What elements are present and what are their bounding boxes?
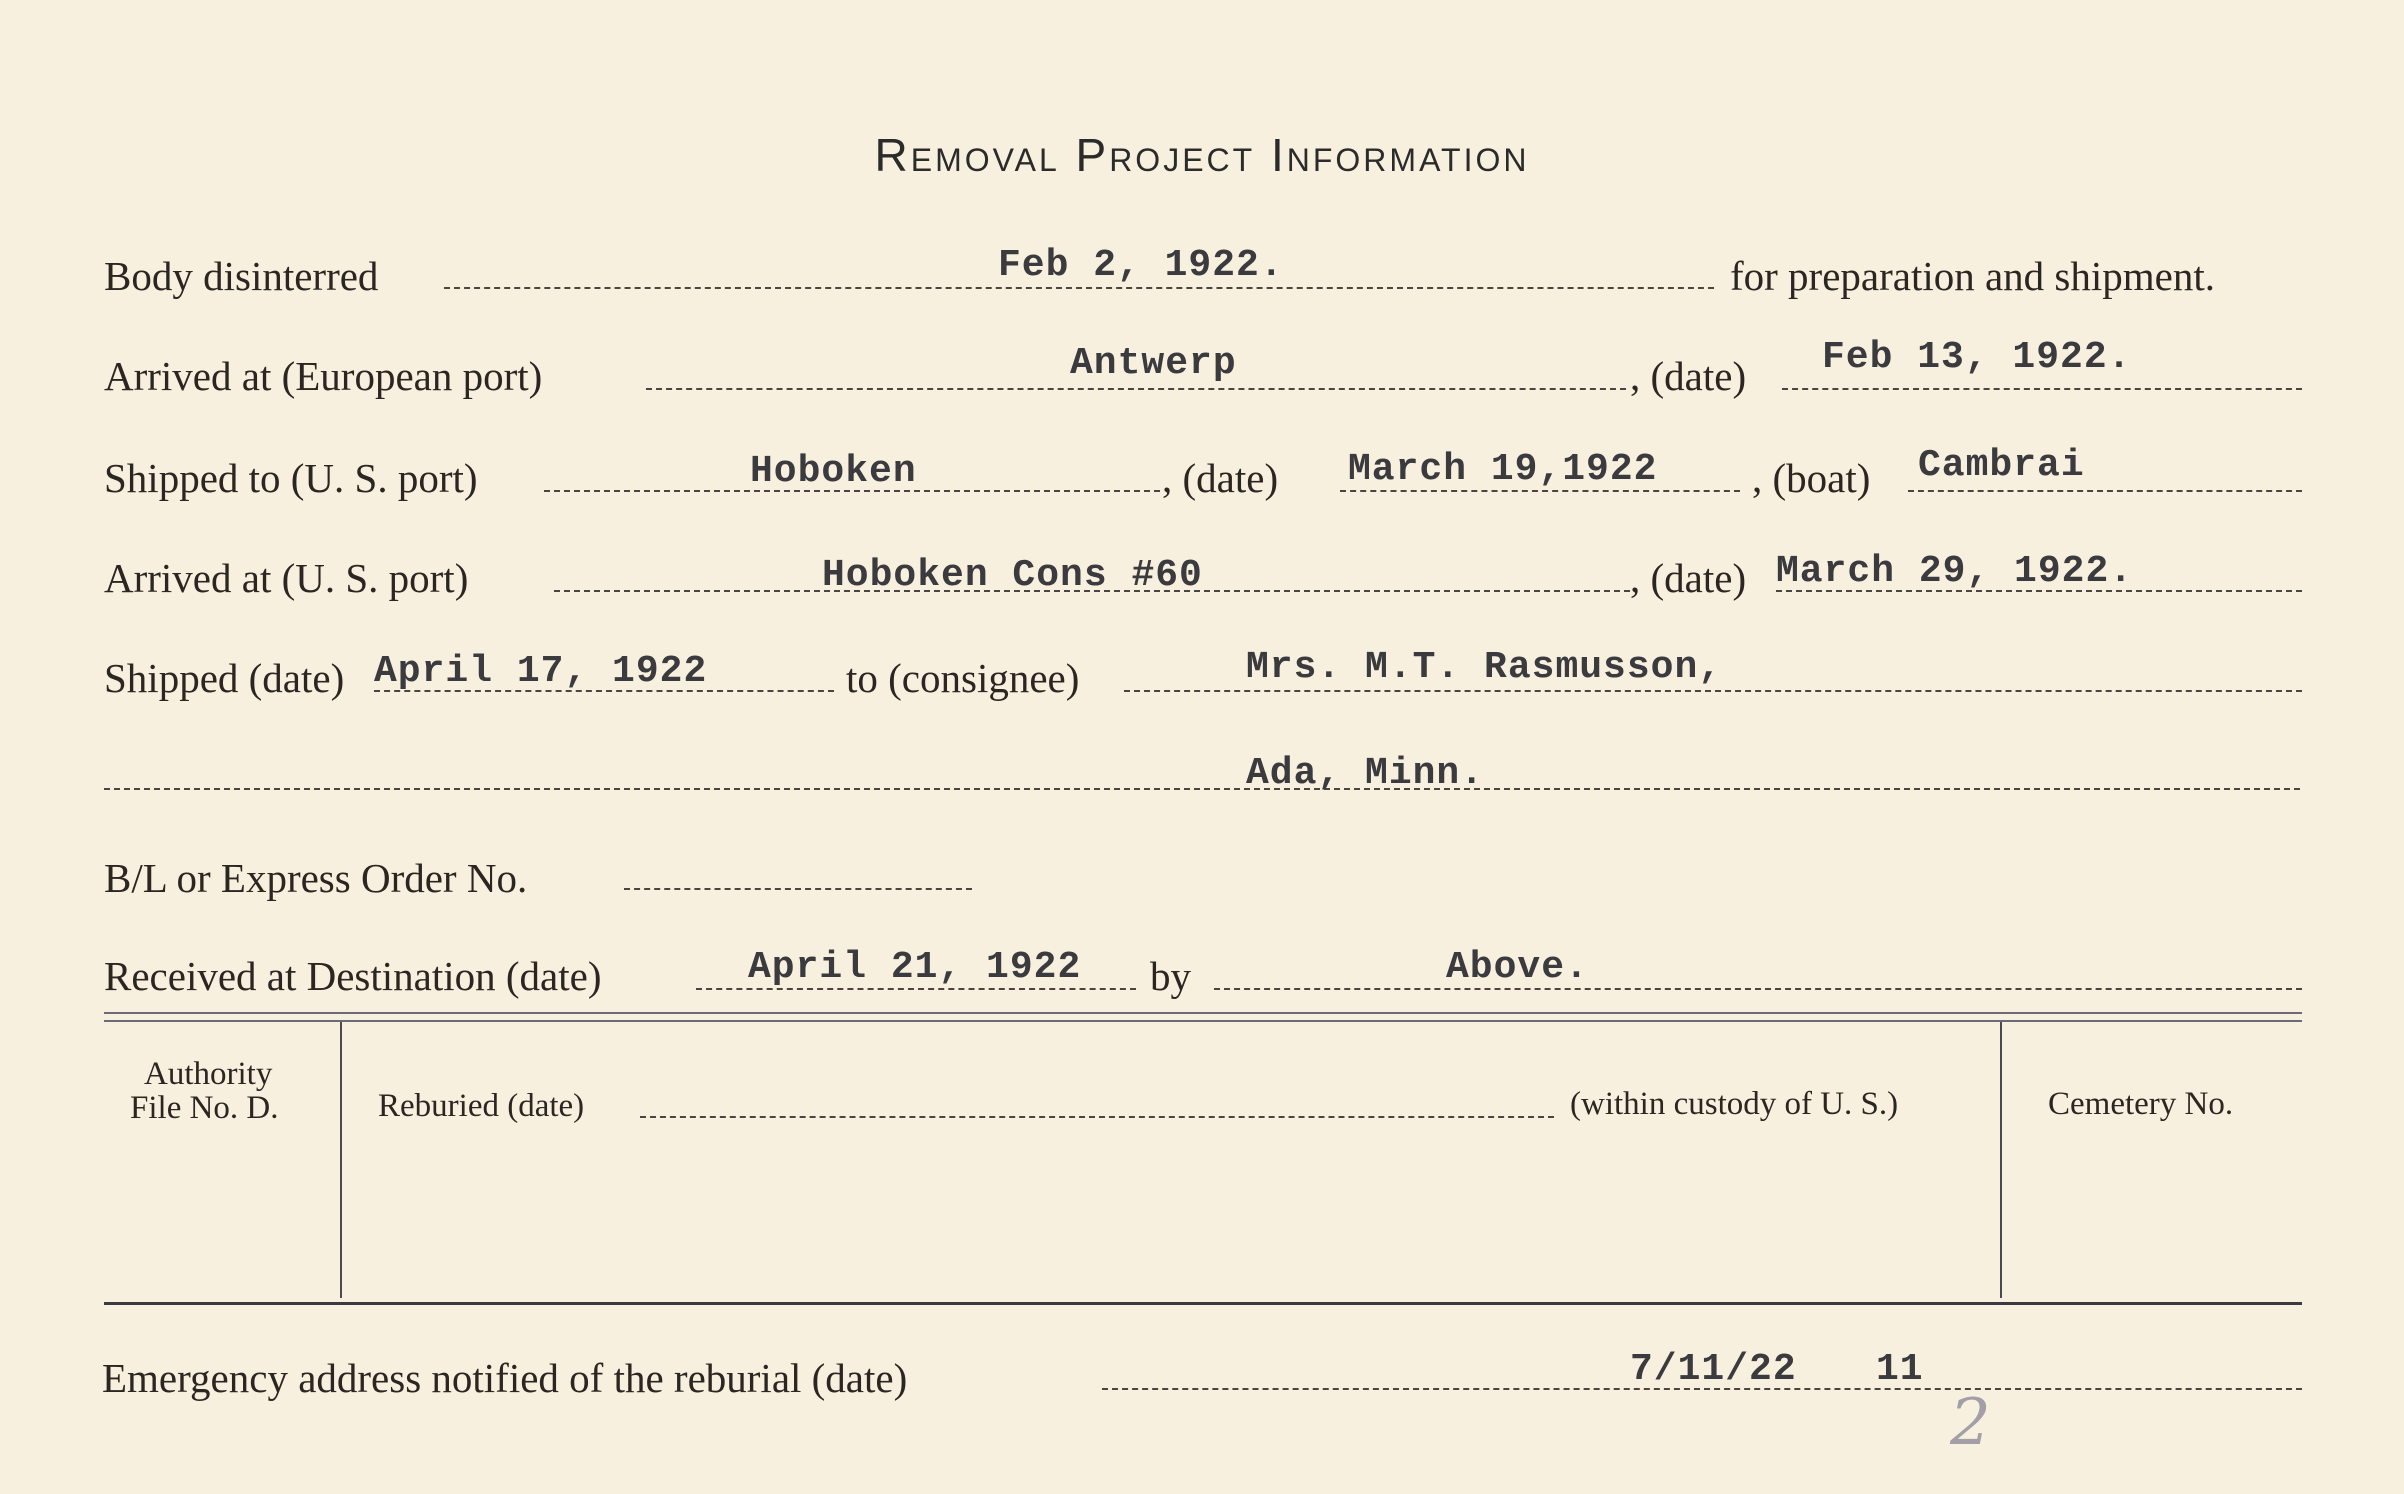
- divider-right: [2000, 1022, 2002, 1298]
- dots-boat: [1908, 490, 2302, 492]
- value-european-date: Feb 13, 1922.: [1822, 336, 2132, 379]
- label-by: by: [1150, 953, 1191, 999]
- value-arrived-us-date: March 29, 1922.: [1776, 550, 2134, 593]
- value-arrived-us-port: Hoboken Cons #60: [822, 554, 1203, 597]
- dots-consignee: [1124, 690, 2302, 692]
- label-shipped-to: Shipped to (U. S. port): [104, 455, 478, 501]
- value-european-port: Antwerp: [1070, 342, 1237, 385]
- label-within-custody: (within custody of U. S.): [1570, 1086, 1899, 1122]
- label-arrived-european: Arrived at (European port): [104, 353, 543, 399]
- dots-received-by: [1214, 988, 2302, 990]
- label-european-date: , (date): [1630, 353, 1747, 399]
- value-consignee-name: Mrs. M.T. Rasmusson,: [1246, 646, 1723, 689]
- value-shipped-us-port: Hoboken: [750, 450, 917, 493]
- label-cemetery-no: Cemetery No.: [2048, 1086, 2234, 1122]
- label-body-disinterred: Body disinterred: [104, 253, 379, 299]
- dots-consignee-address: [104, 788, 2300, 790]
- label-shipped-date: , (date): [1162, 455, 1279, 501]
- label-to-consignee: to (consignee): [846, 655, 1080, 701]
- double-rule-bottom: [104, 1020, 2302, 1022]
- double-rule-top: [104, 1012, 2302, 1014]
- value-shipped-date: April 17, 1922: [374, 650, 708, 693]
- label-bl-order: B/L or Express Order No.: [104, 855, 528, 901]
- card-title: Removal Project Information: [874, 129, 1530, 181]
- label-emergency: Emergency address notified of the reburial (date): [102, 1355, 908, 1401]
- label-for-preparation: for preparation and shipment.: [1730, 253, 2216, 299]
- value-emergency-date: 7/11/22: [1630, 1348, 1797, 1391]
- label-boat: , (boat): [1752, 455, 1871, 501]
- label-arrived-us-date: , (date): [1630, 555, 1747, 601]
- dots-bl-order: [624, 888, 972, 890]
- label-file-no: File No. D.: [130, 1090, 279, 1126]
- dots-european-port: [646, 388, 1626, 390]
- value-shipped-us-date: March 19,1922: [1348, 448, 1658, 491]
- value-consignee-address: Ada, Minn.: [1246, 752, 1485, 795]
- handwritten-mark: 2: [1950, 1386, 1991, 1460]
- value-disinterred-date: Feb 2, 1922.: [998, 244, 1284, 287]
- value-emergency-extra: 11: [1876, 1348, 1924, 1391]
- label-arrived-us: Arrived at (U. S. port): [104, 555, 469, 601]
- dots-disinterred: [444, 287, 1714, 289]
- label-received: Received at Destination (date): [104, 953, 602, 999]
- value-received-by: Above.: [1446, 946, 1589, 989]
- label-shipped: Shipped (date): [104, 655, 345, 701]
- label-reburied: Reburied (date): [378, 1088, 585, 1124]
- divider-left: [340, 1022, 342, 1298]
- dots-european-date: [1782, 388, 2302, 390]
- value-received-date: April 21, 1922: [748, 946, 1082, 989]
- value-boat-name: Cambrai: [1918, 444, 2085, 487]
- dots-reburied: [640, 1116, 1554, 1118]
- label-authority: Authority: [144, 1056, 273, 1092]
- box-bottom-rule: [104, 1302, 2302, 1305]
